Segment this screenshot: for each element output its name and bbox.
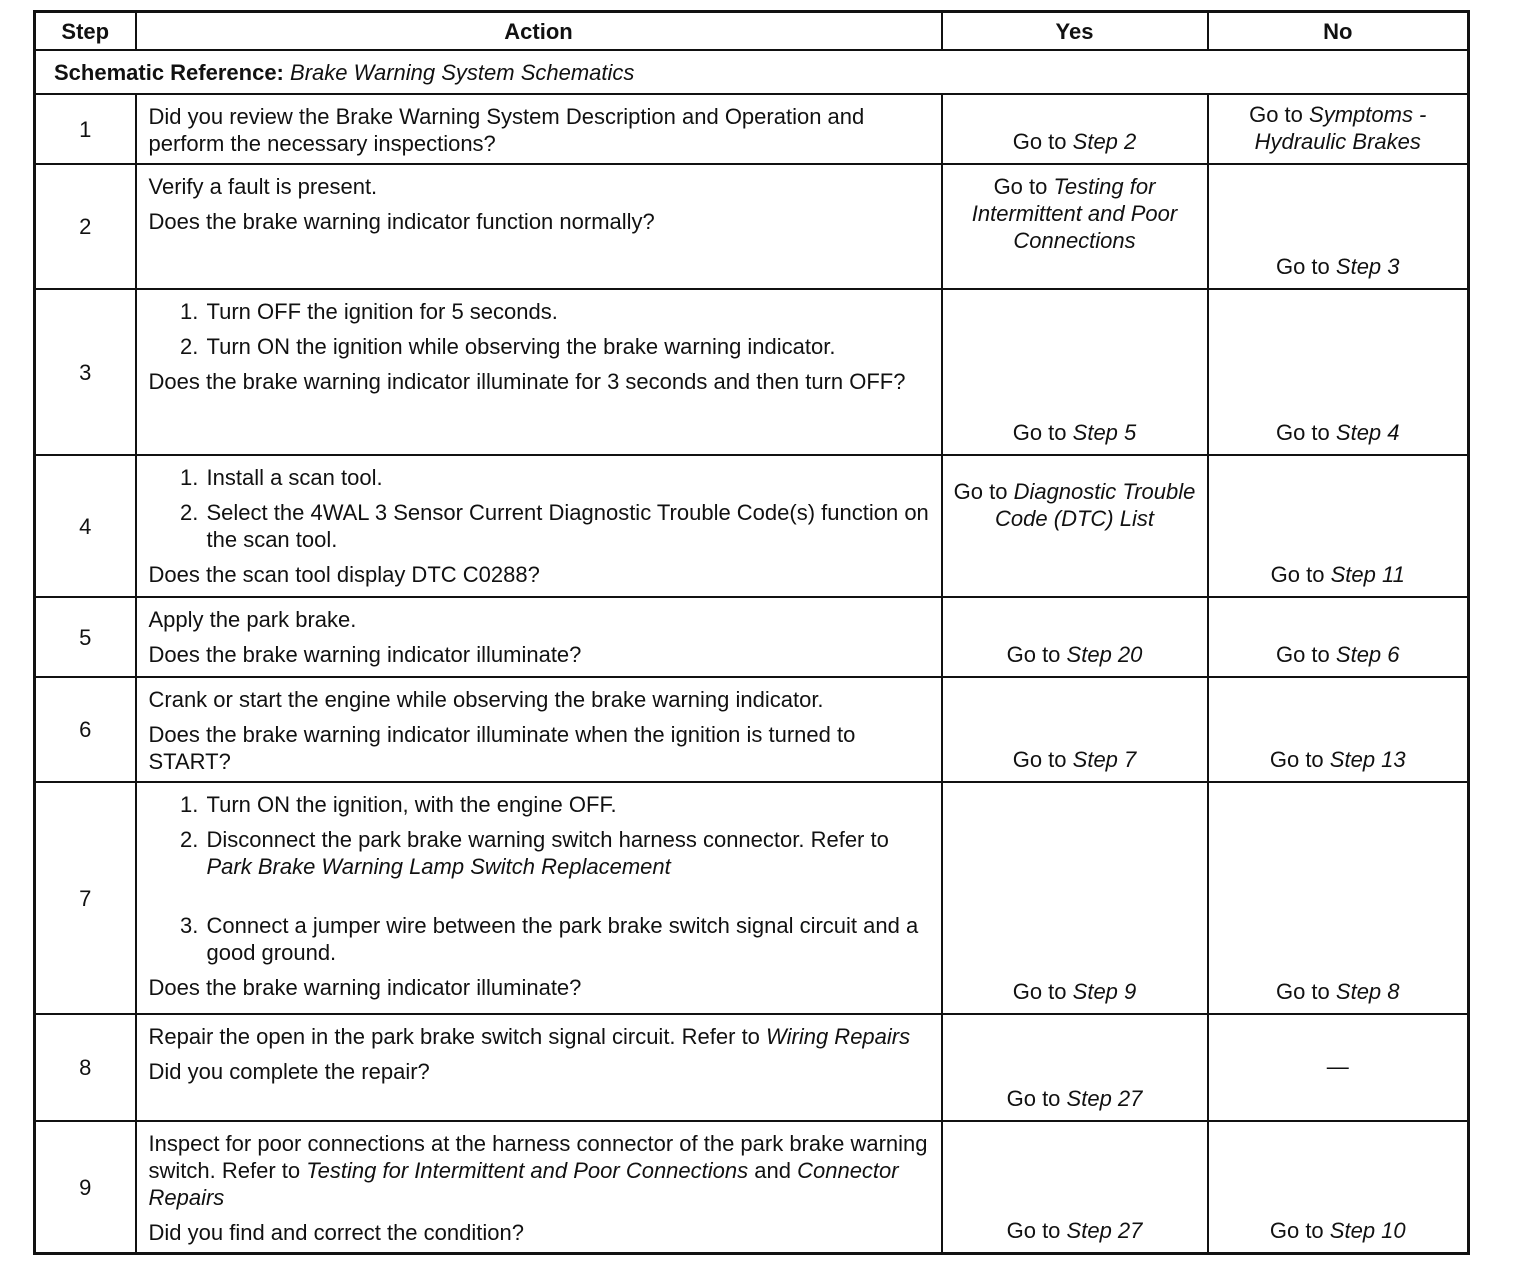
question: Did you review the Brake Warning System Description and Operation and perform the necessary inspections? bbox=[148, 104, 865, 156]
no-cell: Go to Step 4 bbox=[1208, 289, 1469, 455]
step-number: 5 bbox=[35, 597, 136, 677]
no-link[interactable]: Step 11 bbox=[1330, 562, 1405, 587]
schematic-link[interactable]: Brake Warning System Schematics bbox=[290, 59, 635, 85]
yes-cell: Go to Step 2 bbox=[942, 94, 1208, 164]
yes-link[interactable]: Step 2 bbox=[1072, 129, 1137, 154]
no-link[interactable]: Step 3 bbox=[1335, 254, 1400, 279]
header-step: Step bbox=[35, 12, 136, 51]
table-row bbox=[35, 782, 1469, 1014]
list-item: 1. Turn ON the ignition, with the engine OFF. bbox=[205, 791, 931, 818]
no-cell: Go to Step 8 bbox=[1208, 782, 1469, 1014]
table-row bbox=[35, 164, 1469, 289]
table-row bbox=[35, 597, 1469, 677]
instruction: Crank or start the engine while observing the brake warning indicator. bbox=[148, 687, 824, 712]
table-row bbox=[35, 94, 1469, 164]
no-cell: Go to Step 13 bbox=[1208, 677, 1469, 782]
schematic-row bbox=[35, 50, 1469, 94]
step-number: 4 bbox=[35, 455, 136, 597]
yes-link[interactable]: Step 20 bbox=[1066, 642, 1143, 667]
yes-cell: Go to Step 27 bbox=[942, 1014, 1208, 1121]
yes-cell: Go to Step 27 bbox=[942, 1121, 1208, 1254]
question: Did you complete the repair? bbox=[148, 1059, 430, 1084]
procedure-list bbox=[149, 791, 931, 966]
header-no: No bbox=[1208, 12, 1469, 51]
table-row bbox=[35, 1014, 1469, 1121]
instruction: Apply the park brake. bbox=[148, 607, 357, 632]
header-row bbox=[35, 12, 1469, 51]
step-number: 6 bbox=[35, 677, 136, 782]
question: Does the brake warning indicator function normally? bbox=[148, 209, 655, 234]
yes-link[interactable]: Step 7 bbox=[1072, 747, 1137, 772]
diagnostic-table bbox=[33, 10, 1470, 1255]
yes-cell: Go to Testing for Intermittent and Poor Connections bbox=[942, 164, 1208, 289]
step-number: 9 bbox=[35, 1121, 136, 1254]
reference-link[interactable]: Testing for Intermittent and Poor Connections bbox=[306, 1158, 749, 1183]
reference-link[interactable]: Connector Repairs bbox=[148, 1158, 899, 1210]
list-item: 2. Disconnect the park brake warning switch harness connector. Refer to Park Brake Warning Lamp Switch Replacement bbox=[205, 826, 931, 904]
action-cell bbox=[136, 164, 942, 289]
step-number: 3 bbox=[35, 289, 136, 455]
no-link[interactable]: Step 8 bbox=[1335, 979, 1400, 1004]
header-action: Action bbox=[136, 12, 942, 51]
yes-link[interactable]: Step 9 bbox=[1072, 979, 1137, 1004]
step-number: 1 bbox=[35, 94, 136, 164]
list-item: 1. Install a scan tool. bbox=[205, 464, 931, 491]
table-row bbox=[35, 1121, 1469, 1254]
no-link[interactable]: Step 10 bbox=[1329, 1218, 1406, 1243]
yes-cell: Go to Step 5 bbox=[942, 289, 1208, 455]
question: Did you find and correct the condition? bbox=[148, 1220, 524, 1245]
question: Does the brake warning indicator illuminate when the ignition is turned to START? bbox=[148, 722, 856, 774]
procedure-list bbox=[149, 464, 931, 553]
question: Does the scan tool display DTC C0288? bbox=[148, 562, 540, 587]
table-row bbox=[35, 677, 1469, 782]
no-cell: Go to Step 11 bbox=[1208, 455, 1469, 597]
no-link[interactable]: Step 13 bbox=[1329, 747, 1406, 772]
action-cell bbox=[136, 677, 942, 782]
yes-link[interactable]: Step 5 bbox=[1072, 420, 1137, 445]
action-cell bbox=[136, 289, 942, 455]
question: Does the brake warning indicator illuminate? bbox=[148, 975, 582, 1000]
instruction: Verify a fault is present. bbox=[148, 174, 378, 199]
list-item: 3. Connect a jumper wire between the park brake switch signal circuit and a good ground. bbox=[205, 912, 931, 966]
header-yes: Yes bbox=[942, 12, 1208, 51]
action-cell bbox=[136, 782, 942, 1014]
table-row bbox=[35, 289, 1469, 455]
yes-link[interactable]: Testing for Intermittent and Poor Connections bbox=[971, 174, 1178, 253]
instruction: Inspect for poor connections at the harness connector of the park brake warning switch. Refer to Testing for Intermittent and Poor Connections and Connector Repairs bbox=[148, 1131, 928, 1210]
no-cell: Go to Symptoms - Hydraulic Brakes bbox=[1208, 94, 1469, 164]
action-cell bbox=[136, 94, 942, 164]
yes-cell: Go to Step 20 bbox=[942, 597, 1208, 677]
yes-link[interactable]: Step 27 bbox=[1066, 1086, 1143, 1111]
no-cell: Go to Step 3 bbox=[1208, 164, 1469, 289]
no-link[interactable]: Step 4 bbox=[1335, 420, 1400, 445]
table-row bbox=[35, 455, 1469, 597]
no-link[interactable]: Step 6 bbox=[1335, 642, 1400, 667]
step-number: 8 bbox=[35, 1014, 136, 1121]
yes-cell: Go to Step 7 bbox=[942, 677, 1208, 782]
list-item: 1. Turn OFF the ignition for 5 seconds. bbox=[205, 298, 931, 325]
step-number: 2 bbox=[35, 164, 136, 289]
action-cell bbox=[136, 597, 942, 677]
action-cell bbox=[136, 455, 942, 597]
yes-link[interactable]: Step 27 bbox=[1066, 1218, 1143, 1243]
action-cell bbox=[136, 1121, 942, 1254]
no-cell: Go to Step 6 bbox=[1208, 597, 1469, 677]
no-cell: Go to Step 10 bbox=[1208, 1121, 1469, 1254]
no-link[interactable]: Symptoms - Hydraulic Brakes bbox=[1254, 102, 1427, 154]
procedure-list bbox=[149, 298, 931, 360]
list-item: 2. Turn ON the ignition while observing the brake warning indicator. bbox=[205, 333, 931, 360]
reference-link[interactable]: Park Brake Warning Lamp Switch Replacement bbox=[206, 854, 671, 879]
yes-cell: Go to Diagnostic Trouble Code (DTC) List bbox=[942, 455, 1208, 597]
question: Does the brake warning indicator illuminate for 3 seconds and then turn OFF? bbox=[148, 369, 906, 394]
instruction: Repair the open in the park brake switch signal circuit. Refer to Wiring Repairs bbox=[148, 1024, 911, 1049]
schematic-reference bbox=[35, 50, 1469, 94]
no-cell: — bbox=[1208, 1014, 1469, 1121]
list-item: 2. Select the 4WAL 3 Sensor Current Diagnostic Trouble Code(s) function on the scan tool. bbox=[205, 499, 931, 553]
yes-link[interactable]: Diagnostic Trouble Code (DTC) List bbox=[995, 479, 1196, 531]
reference-link[interactable]: Wiring Repairs bbox=[766, 1024, 911, 1049]
action-cell bbox=[136, 1014, 942, 1121]
question: Does the brake warning indicator illuminate? bbox=[148, 642, 582, 667]
schematic-label: Schematic Reference: bbox=[54, 59, 284, 85]
yes-cell: Go to Step 9 bbox=[942, 782, 1208, 1014]
step-number: 7 bbox=[35, 782, 136, 1014]
